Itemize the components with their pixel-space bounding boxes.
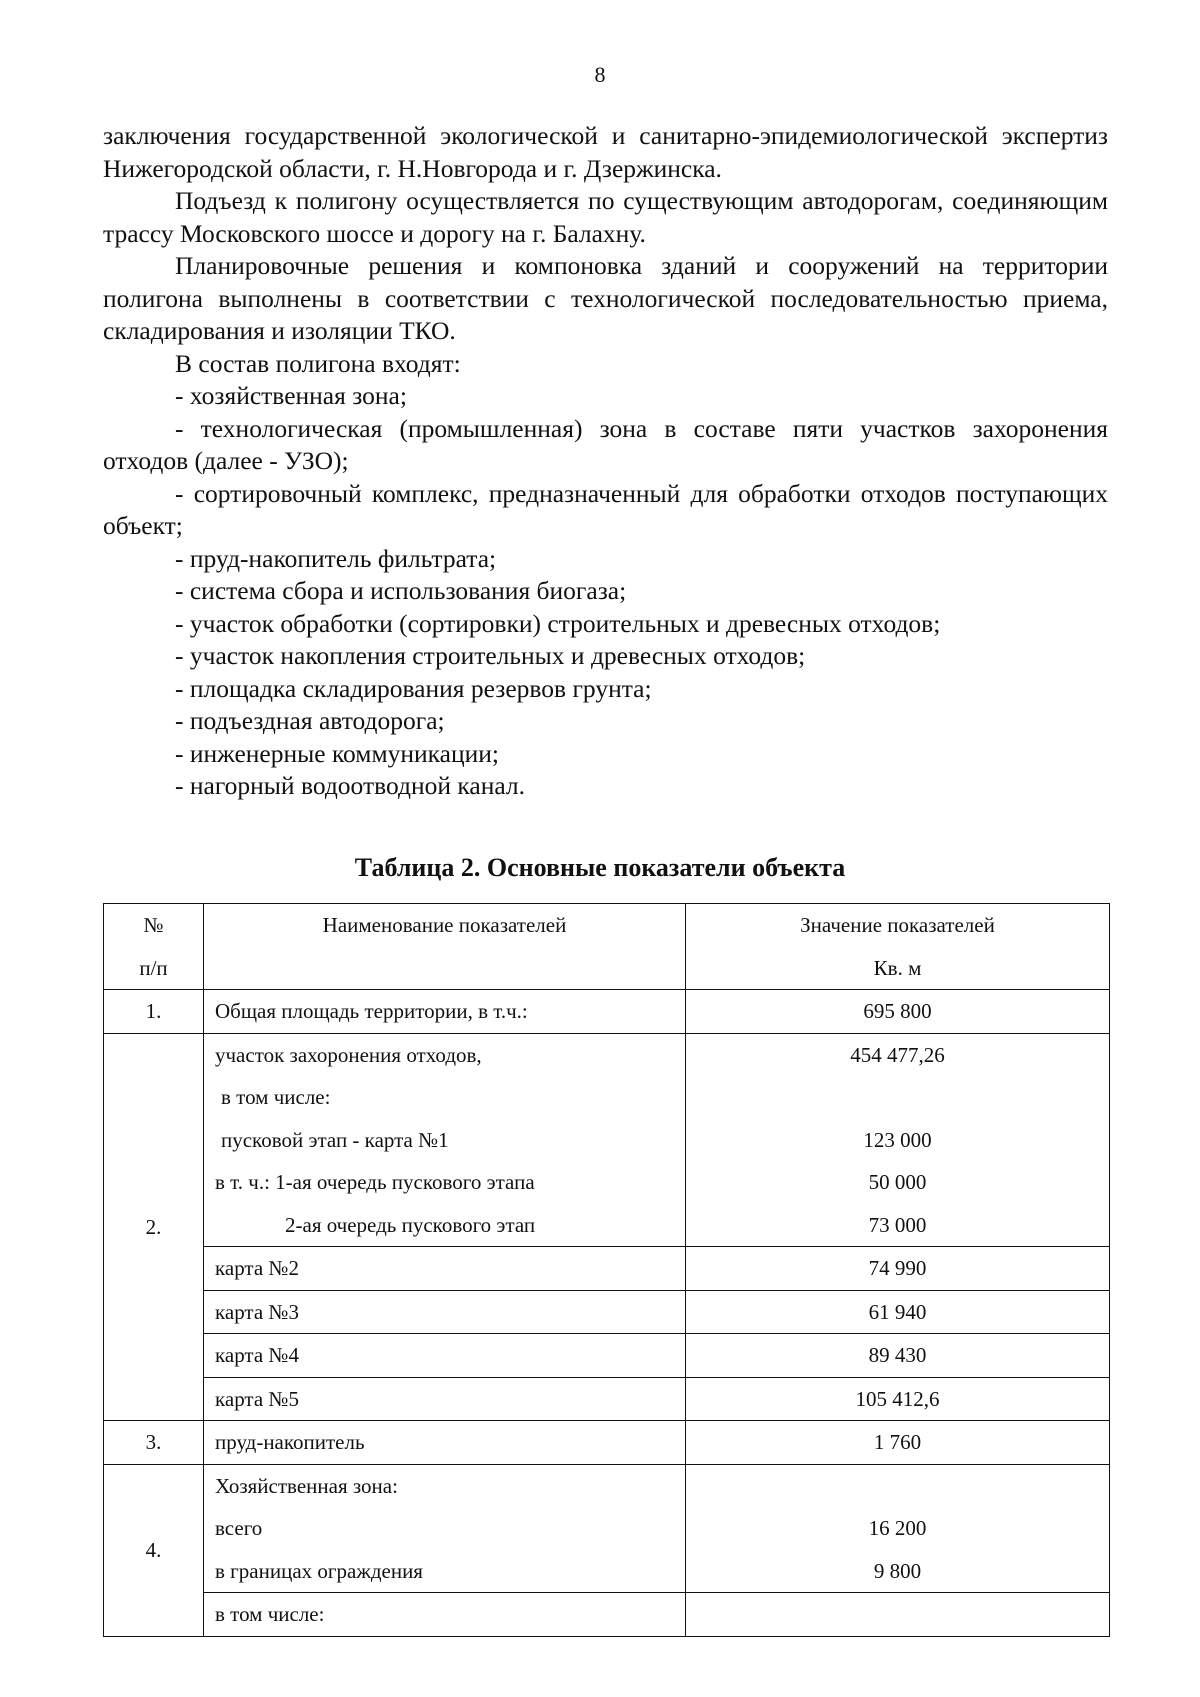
paragraph: Подъезд к полигону осуществляется по существующим автодорогам, соединяющим трассу Московского шоссе и дорогу на г. Балахну. (103, 186, 1108, 248)
row-value-text: 61 940 (868, 1299, 927, 1324)
header-value-unit: Кв. м (873, 955, 922, 980)
page-number: 8 (594, 62, 606, 87)
paragraph: В состав полигона входят: (175, 348, 461, 378)
row-name-line: участок захоронения отходов, (215, 1042, 482, 1067)
table-row (104, 990, 1110, 1034)
list-item: - система сбора и использования биогаза; (175, 576, 627, 605)
header-num-cell (104, 904, 204, 990)
row-value-line: 454 477,26 (850, 1042, 945, 1067)
row-value (686, 1033, 1110, 1247)
row-num (104, 1421, 204, 1465)
row-value-text: 1 760 (873, 1430, 922, 1454)
row-num-text: 4. (145, 1537, 162, 1562)
row-value-line: 9 800 (873, 1558, 922, 1583)
row-name (204, 1290, 686, 1334)
list-item: - площадка складирования резервов грунта; (175, 673, 652, 703)
row-name-line: всего (215, 1516, 263, 1540)
header-value: Значение показателей (800, 913, 995, 937)
list-item: - хозяйственная зона; (175, 381, 407, 410)
header-num: № (143, 913, 164, 937)
row-value (686, 1377, 1110, 1421)
list-item: - пруд-накопитель фильтрата; (175, 543, 497, 573)
row-name (204, 990, 686, 1034)
row-name-text: Общая площадь территории, в т.ч.: (215, 999, 528, 1023)
row-name (204, 1334, 686, 1378)
table-row (104, 1247, 1110, 1291)
table-row (104, 1377, 1110, 1421)
table-row (104, 1593, 1110, 1637)
list-item: - инженерные коммуникации; (175, 738, 499, 768)
row-name (204, 1421, 686, 1465)
row-value (686, 1247, 1110, 1291)
row-name-text: карта №5 (215, 1386, 299, 1411)
row-value (686, 1421, 1110, 1465)
table-title: Таблица 2. Основные показатели объекта (354, 853, 846, 882)
row-name (204, 1247, 686, 1291)
row-value (686, 1593, 1110, 1637)
list-item: - участок обработки (сортировки) строительных и древесных отходов; (175, 608, 941, 638)
header-num-sub: п/п (139, 955, 168, 980)
row-value-line: 123 000 (863, 1127, 932, 1152)
row-num-text: 1. (145, 999, 162, 1023)
row-name-line: в границах ограждения (215, 1558, 423, 1583)
row-name-line: в т. ч.: 1-ая очередь пускового этапа (215, 1170, 535, 1194)
row-num-text: 3. (145, 1430, 162, 1454)
row-name-text: пруд-накопитель (215, 1430, 365, 1454)
paragraph: заключения государственной экологической и санитарно-эпидемиологической экспертиз Нижегородской области, г. Н.Новгорода и г. Дзержинска. (103, 121, 1108, 183)
header-value-cell (686, 904, 1110, 990)
list-item: - нагорный водоотводной канал. (175, 771, 526, 800)
row-value (686, 1334, 1110, 1378)
row-value-line: 73 000 (868, 1212, 927, 1237)
row-num (104, 1033, 204, 1421)
row-value-line: 50 000 (868, 1170, 927, 1194)
table-row (104, 1033, 1110, 1247)
table-row (104, 1421, 1110, 1465)
row-value-text: 695 800 (863, 999, 932, 1023)
table-row (104, 1464, 1110, 1593)
row-value (686, 1290, 1110, 1334)
row-name-text: карта №4 (215, 1343, 299, 1367)
table-row (104, 1334, 1110, 1378)
row-value-text (686, 1593, 1109, 1636)
row-name-text: в том числе: (215, 1602, 325, 1626)
row-value-line: 16 200 (868, 1516, 927, 1540)
list-item: - участок накопления строительных и древесных отходов; (175, 641, 806, 670)
list-item: - технологическая (промышленная) зона в составе пяти участков захоронения отходов (далее - УЗО); (103, 413, 1108, 475)
indicators-table (103, 903, 1110, 1637)
row-name-text: карта №3 (215, 1299, 299, 1324)
row-value-text: 74 990 (868, 1256, 927, 1280)
row-value-text: 89 430 (868, 1343, 927, 1367)
body-text (103, 120, 1108, 803)
row-name-line: в том числе: (221, 1085, 331, 1109)
row-name (204, 1033, 686, 1247)
row-num (104, 1464, 204, 1636)
list-item: - подъездная автодорога; (175, 706, 445, 735)
header-name-cell (204, 904, 686, 990)
row-value-line (686, 1076, 1109, 1119)
row-name (204, 1593, 686, 1637)
row-num (104, 990, 204, 1034)
row-name-line: 2-ая очередь пускового этап (285, 1212, 536, 1237)
paragraph: Планировочные решения и компоновка зданий и сооружений на территории полигона выполнены в соответствии с технологической последовательностью приема, складирования и изоляции ТКО. (103, 251, 1108, 345)
row-value-line (686, 1465, 1109, 1508)
row-name (204, 1377, 686, 1421)
list-item: - сортировочный комплекс, предназначенный для обработки отходов поступающих объект; (103, 478, 1108, 540)
row-name (204, 1464, 686, 1593)
row-value (686, 990, 1110, 1034)
header-name: Наименование показателей (322, 913, 567, 937)
row-name-line: пусковой этап - карта №1 (221, 1127, 449, 1152)
row-name-text: карта №2 (215, 1256, 299, 1280)
row-num-text: 2. (145, 1214, 162, 1239)
row-value-text: 105 412,6 (855, 1386, 940, 1411)
table-row (104, 1290, 1110, 1334)
table-header-row (104, 904, 1110, 990)
row-name-line: Хозяйственная зона: (215, 1473, 398, 1498)
row-value (686, 1464, 1110, 1593)
